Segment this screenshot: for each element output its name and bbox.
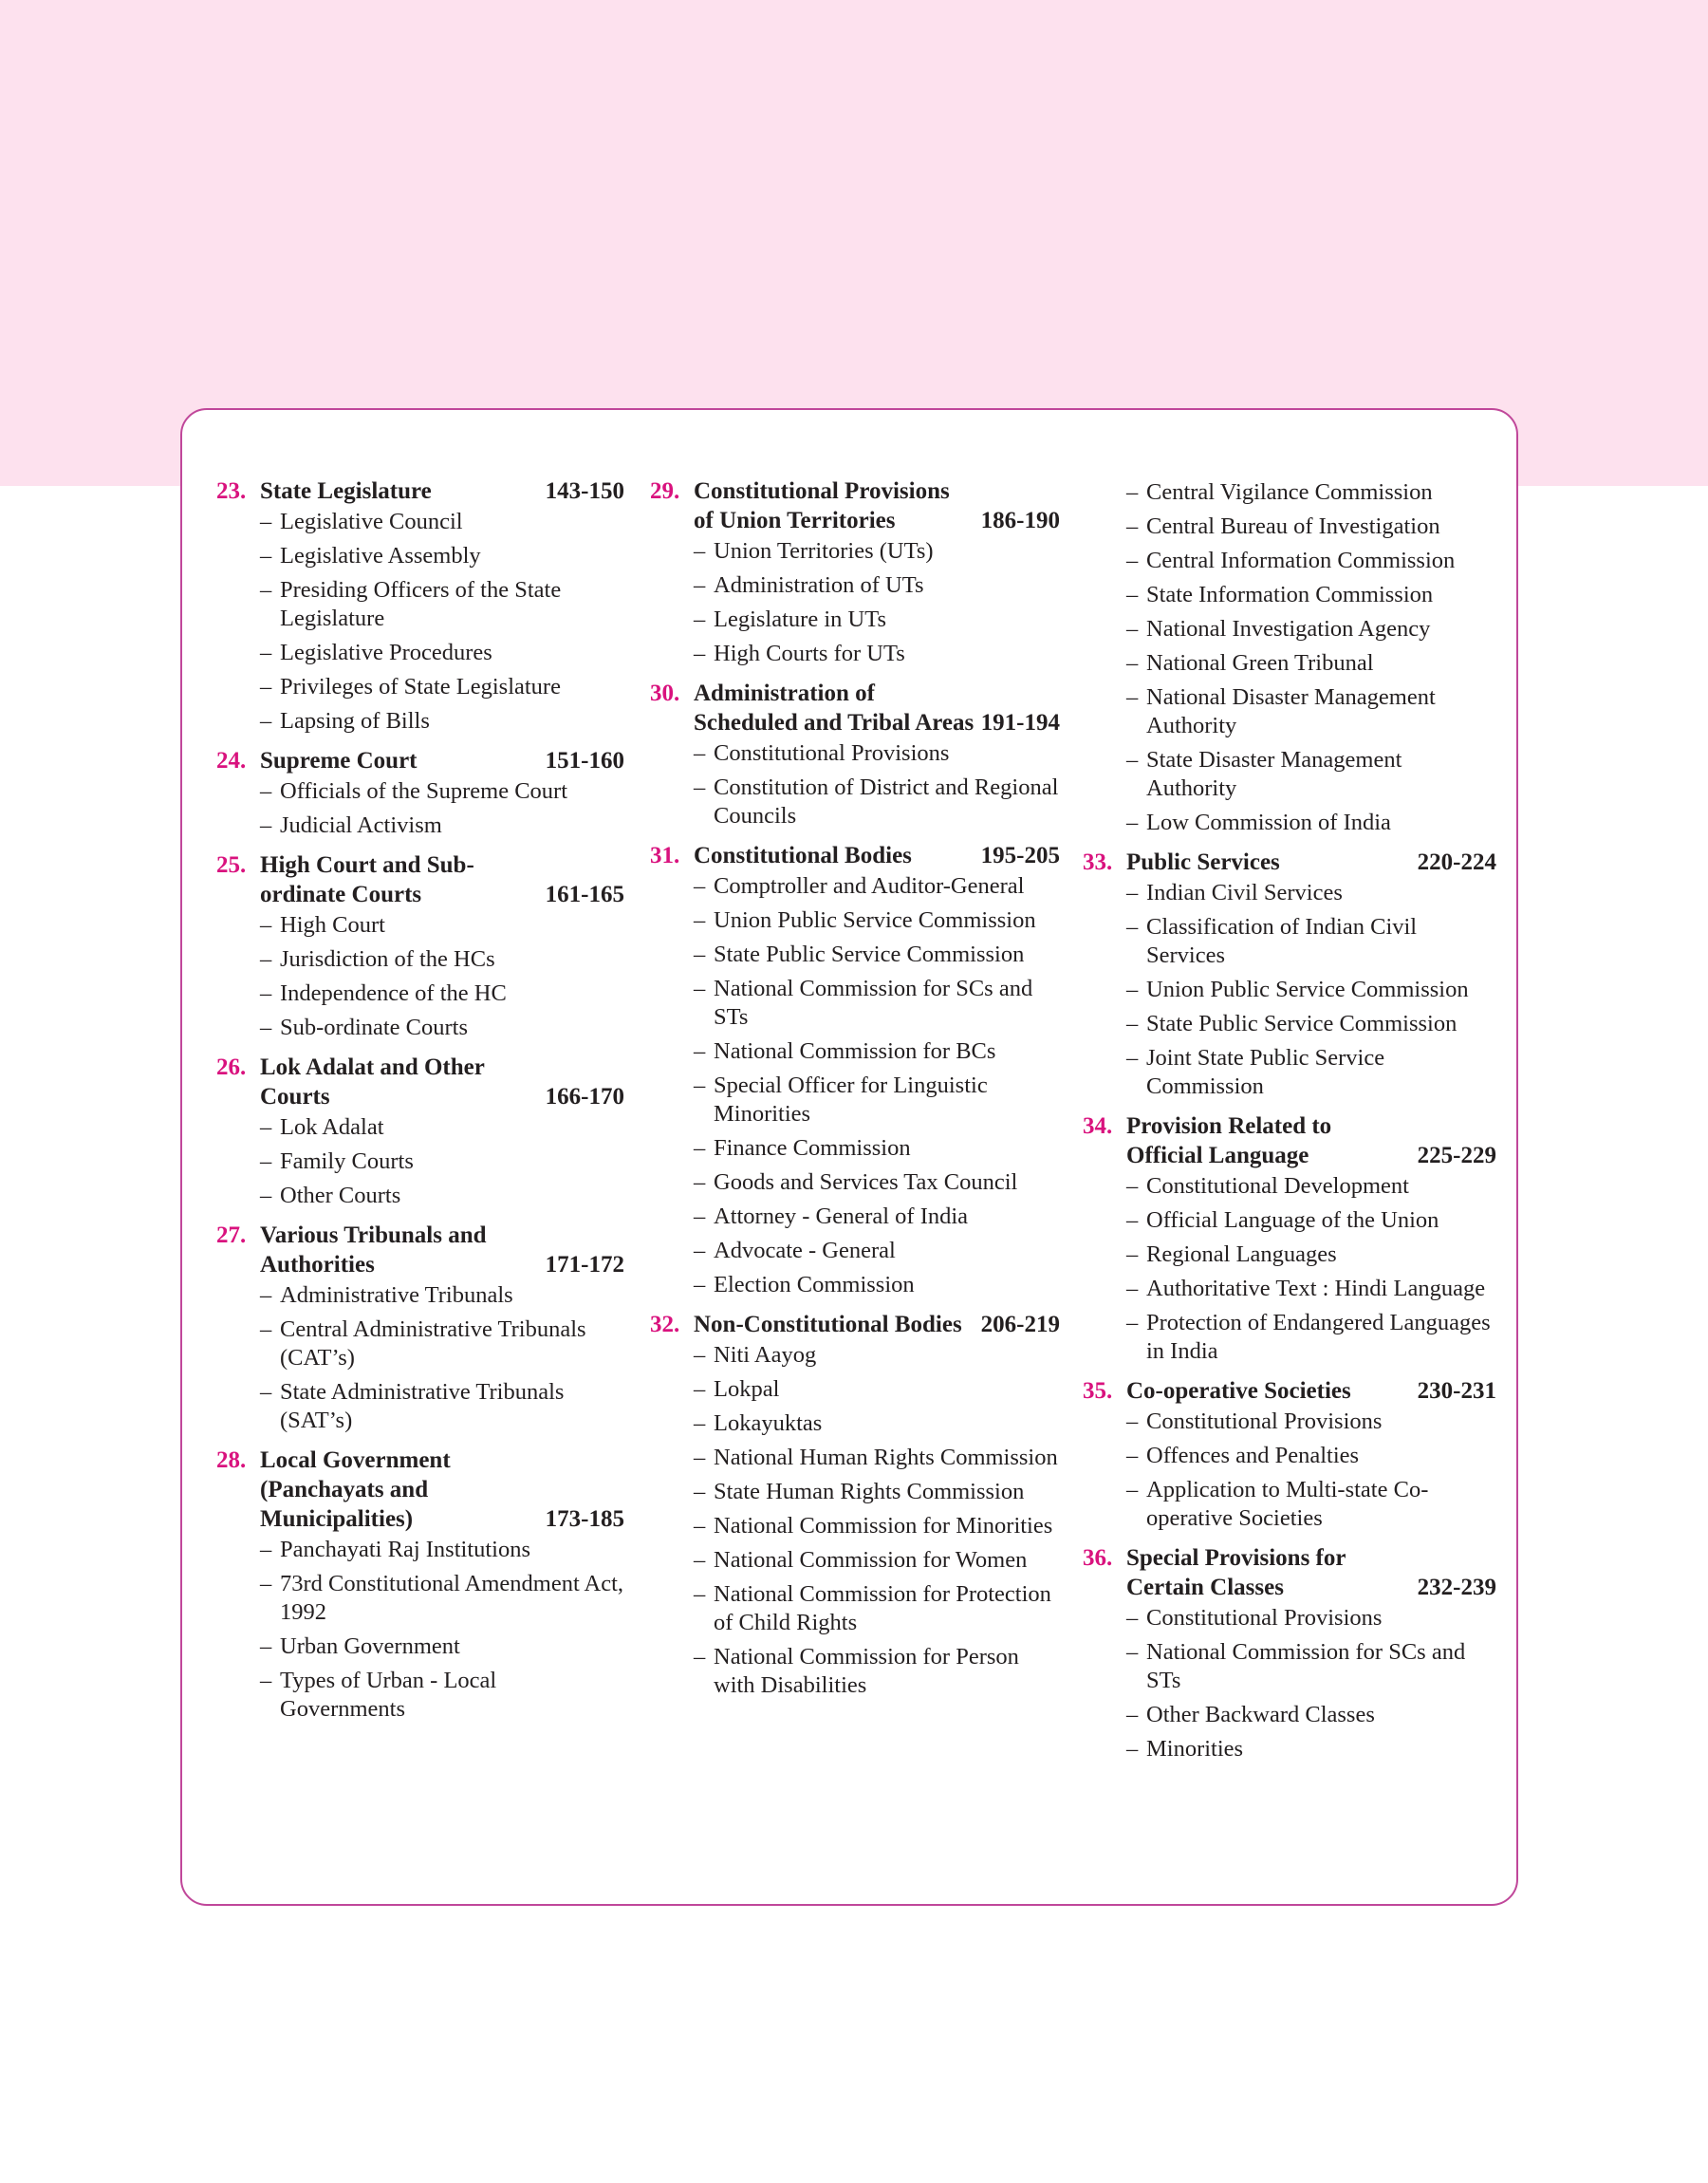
chapter-heading [260,1053,624,1111]
topic-item: – State Disaster Management Authority [1126,746,1496,803]
topic-item: – Privileges of State Legislature [260,673,624,701]
toc-chapter [1083,478,1496,837]
topic-list [260,1113,624,1210]
topic-item: – Niti Aayog [694,1341,1060,1370]
chapter-number: 23. [216,478,247,504]
topic-item: – Election Commission [694,1271,1060,1299]
topic-item: – Constitution of District and Regional Councils [694,774,1060,830]
chapter-number: 25. [216,852,247,878]
chapter-number: 24. [216,748,247,774]
topic-list [260,1536,624,1724]
toc-column-3 [1083,476,1496,1774]
topic-item: – Presiding Officers of the State Legislature [260,576,624,633]
topic-item: – State Human Rights Commission [694,1478,1060,1506]
topic-item: – Advocate - General [694,1237,1060,1265]
chapter-heading [260,850,624,909]
chapter-title: Special Provisions for Certain Classes [1126,1545,1346,1600]
topic-item: – 73rd Constitutional Amendment Act, 1992 [260,1570,624,1627]
chapter-number: 33. [1083,849,1113,875]
topic-item: – State Administrative Tribunals (SAT’s) [260,1378,624,1435]
chapter-heading [260,1221,624,1279]
chapter-number: 34. [1083,1113,1113,1139]
topic-item: – Indian Civil Services [1126,879,1496,907]
toc-column-1 [216,476,624,1734]
toc-column-2 [650,476,1060,1710]
topic-item: – Minorities [1126,1735,1496,1763]
chapter-title: Supreme Court [260,748,418,774]
chapter-number: 30. [650,681,680,706]
topic-item: – Comptroller and Auditor-General [694,872,1060,901]
topic-item: – Types of Urban - Local Governments [260,1667,624,1724]
topic-item: – State Information Commission [1126,581,1496,609]
chapter-page-range: 195-205 [980,843,1060,868]
toc-chapter [216,746,624,840]
toc-chapter [216,1446,624,1724]
topic-item: – Constitutional Development [1126,1172,1496,1201]
table-of-contents [180,408,1518,1906]
toc-chapter [650,1310,1060,1700]
topic-list [1126,1604,1496,1763]
topic-item: – Central Bureau of Investigation [1126,513,1496,541]
topic-item: – Lokpal [694,1375,1060,1404]
chapter-page-range: 191-194 [980,710,1060,736]
topic-item: – Union Public Service Commission [1126,976,1496,1004]
topic-item: – Legislative Assembly [260,542,624,570]
chapter-heading [694,1310,1060,1339]
topic-item: – Other Courts [260,1182,624,1210]
chapter-title: Constitutional Provisions of Union Territories [694,478,950,533]
chapter-page-range: 161-165 [545,882,624,907]
chapter-number: 26. [216,1054,247,1080]
topic-item: – Legislative Council [260,508,624,536]
topic-item: – Regional Languages [1126,1241,1496,1269]
topic-item: – State Public Service Commission [694,941,1060,969]
chapter-title: Various Tribunals and Authorities [260,1222,487,1278]
chapter-number: 36. [1083,1545,1113,1571]
topic-item: – National Disaster Management Authority [1126,683,1496,740]
topic-item: – National Commission for SCs and STs [1126,1638,1496,1695]
topic-item: – Central Vigilance Commission [1126,478,1496,507]
topic-item: – Administration of UTs [694,571,1060,600]
chapter-title: Co-operative Societies [1126,1378,1351,1404]
toc-chapter [216,476,624,736]
toc-chapter [216,1221,624,1435]
topic-item: – Independence of the HC [260,980,624,1008]
topic-item: – High Courts for UTs [694,640,1060,668]
chapter-page-range: 206-219 [980,1312,1060,1337]
chapter-heading [694,679,1060,737]
topic-item: – Constitutional Provisions [1126,1408,1496,1436]
topic-item: – High Court [260,911,624,940]
toc-chapter [1083,1543,1496,1763]
chapter-heading [260,1446,624,1534]
chapter-title: State Legislature [260,478,432,504]
topic-item: – Legislative Procedures [260,639,624,667]
topic-item: – Central Information Commission [1126,547,1496,575]
topic-item: – Officials of the Supreme Court [260,777,624,806]
toc-chapter [650,841,1060,1299]
topic-item: – Authoritative Text : Hindi Language [1126,1275,1496,1303]
chapter-title: Lok Adalat and Other Courts [260,1054,485,1110]
topic-item: – Joint State Public Service Commission [1126,1044,1496,1101]
topic-item: – National Investigation Agency [1126,615,1496,644]
chapter-page-range: 230-231 [1417,1378,1496,1404]
topic-item: – Offences and Penalties [1126,1442,1496,1470]
chapter-page-range: 166-170 [545,1084,624,1110]
chapter-title: High Court and Sub-ordinate Courts [260,852,474,907]
topic-item: – Legislature in UTs [694,606,1060,634]
topic-item: – Judicial Activism [260,812,624,840]
chapter-heading [1126,1376,1496,1406]
chapter-heading [260,746,624,775]
topic-list [260,1281,624,1435]
chapter-heading [260,476,624,506]
topic-item: – Administrative Tribunals [260,1281,624,1310]
chapter-title: Provision Related to Official Language [1126,1113,1332,1168]
chapter-number: 27. [216,1222,247,1248]
topic-list [1126,1172,1496,1366]
chapter-heading [1126,1111,1496,1170]
chapter-page-range: 225-229 [1417,1143,1496,1168]
topic-item: – Family Courts [260,1147,624,1176]
topic-list [694,537,1060,668]
topic-list [1126,478,1496,837]
topic-item: – National Human Rights Commission [694,1444,1060,1472]
topic-item: – Special Officer for Linguistic Minorities [694,1072,1060,1129]
topic-item: – Jurisdiction of the HCs [260,945,624,974]
toc-chapter [216,1053,624,1210]
topic-item: – Finance Commission [694,1134,1060,1163]
chapter-page-range: 220-224 [1417,849,1496,875]
topic-list [694,739,1060,830]
chapter-title: Public Services [1126,849,1280,875]
topic-list [1126,879,1496,1101]
chapter-title: Non-Constitutional Bodies [694,1312,962,1337]
toc-chapter [1083,848,1496,1101]
topic-item: – Application to Multi-state Co-operative Societies [1126,1476,1496,1533]
topic-item: – National Green Tribunal [1126,649,1496,678]
topic-list [1126,1408,1496,1533]
topic-item: – Union Territories (UTs) [694,537,1060,566]
chapter-heading [694,841,1060,870]
topic-item: – Constitutional Provisions [694,739,1060,768]
chapter-title: Constitutional Bodies [694,843,912,868]
chapter-number: 28. [216,1447,247,1473]
topic-item: – National Commission for Women [694,1546,1060,1575]
chapter-page-range: 151-160 [545,748,624,774]
topic-item: – Lapsing of Bills [260,707,624,736]
topic-item: – Central Administrative Tribunals (CAT’s) [260,1315,624,1372]
topic-item: – Constitutional Provisions [1126,1604,1496,1633]
topic-item: – Sub-ordinate Courts [260,1014,624,1042]
topic-item: – National Commission for SCs and STs [694,975,1060,1032]
topic-item: – National Commission for Person with Disabilities [694,1643,1060,1700]
topic-list [260,911,624,1042]
topic-item: – National Commission for Minorities [694,1512,1060,1540]
topic-item: – Low Commission of India [1126,809,1496,837]
chapter-title: Local Government (Panchayats and Municipalities) [260,1447,451,1532]
toc-chapter [216,850,624,1042]
chapter-page-range: 173-185 [545,1506,624,1532]
topic-item: – Urban Government [260,1633,624,1661]
chapter-page-range: 232-239 [1417,1575,1496,1600]
chapter-title: Administration of Scheduled and Tribal Areas [694,681,975,736]
chapter-number: 31. [650,843,680,868]
chapter-page-range: 186-190 [980,508,1060,533]
topic-list [260,777,624,840]
topic-item: – National Commission for Protection of Child Rights [694,1580,1060,1637]
toc-chapter [650,476,1060,668]
topic-item: – Protection of Endangered Languages in India [1126,1309,1496,1366]
topic-list [694,1341,1060,1700]
chapter-page-range: 143-150 [545,478,624,504]
topic-item: – Official Language of the Union [1126,1206,1496,1235]
chapter-number: 35. [1083,1378,1113,1404]
topic-item: – Lokayuktas [694,1409,1060,1438]
toc-chapter [1083,1111,1496,1366]
chapter-heading [1126,1543,1496,1602]
toc-chapter [1083,1376,1496,1533]
topic-item: – Attorney - General of India [694,1203,1060,1231]
topic-item: – Panchayati Raj Institutions [260,1536,624,1564]
topic-item: – Other Backward Classes [1126,1701,1496,1729]
chapter-number: 32. [650,1312,680,1337]
topic-item: – Classification of Indian Civil Services [1126,913,1496,970]
topic-item: – Goods and Services Tax Council [694,1168,1060,1197]
topic-item: – Lok Adalat [260,1113,624,1142]
topic-item: – Union Public Service Commission [694,906,1060,935]
chapter-heading [1126,848,1496,877]
toc-chapter [650,679,1060,830]
chapter-heading [694,476,1060,535]
chapter-page-range: 171-172 [545,1252,624,1278]
topic-list [260,508,624,736]
topic-item: – State Public Service Commission [1126,1010,1496,1038]
topic-item: – National Commission for BCs [694,1037,1060,1066]
topic-list [694,872,1060,1299]
chapter-number: 29. [650,478,680,504]
